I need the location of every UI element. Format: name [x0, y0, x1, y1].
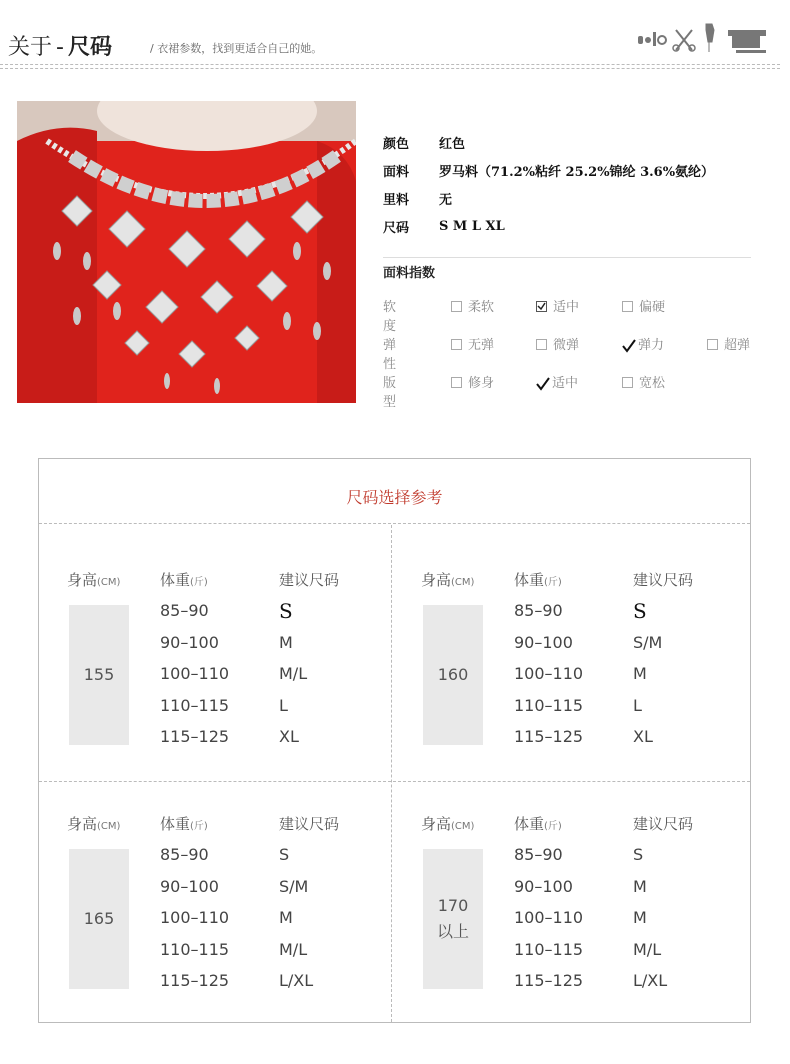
- checkbox-empty-icon: [451, 339, 462, 350]
- size-row: 115–125 L/XL: [160, 971, 314, 991]
- header-height: 身高(CM): [67, 571, 121, 589]
- spec-key: 颜色: [383, 136, 410, 152]
- spec-row-color: [383, 128, 714, 156]
- header-size: 建议尺码: [279, 571, 340, 589]
- size-block-160: [393, 569, 723, 809]
- size-row: 110–115 L: [514, 695, 642, 715]
- size-row: 115–125 L/XL: [514, 971, 668, 991]
- size-block-165: [39, 813, 369, 1053]
- size-rows: [160, 839, 313, 997]
- sewing-machine-icon: [728, 30, 766, 48]
- fabric-row-label: 弹性: [383, 338, 397, 372]
- fabric-row-label: 版型: [383, 376, 397, 410]
- size-row: 100–110 M/L: [160, 664, 308, 684]
- option-loose: [622, 372, 665, 391]
- thread-spool-icon: [638, 36, 643, 44]
- header-height: 身高(CM): [421, 815, 475, 833]
- option-stretch: [622, 334, 664, 353]
- option-label: 宽松: [639, 376, 666, 391]
- size-rows: [160, 595, 307, 753]
- checkbox-empty-icon: [707, 339, 718, 350]
- tailoring-icon-group: [638, 24, 766, 53]
- option-label: 无弹: [468, 338, 495, 353]
- size-block-170: [393, 813, 723, 1053]
- checkbox-empty-icon: [622, 377, 633, 388]
- spec-key: 里料: [383, 192, 410, 208]
- size-row: 100–110 M: [160, 908, 293, 928]
- size-row: 85–90 S: [160, 845, 290, 865]
- product-photo: [17, 101, 356, 403]
- spec-key: 面料: [383, 164, 410, 180]
- size-block-155: [39, 569, 369, 809]
- option-label: 适中: [552, 376, 579, 391]
- spec-value: 无: [439, 192, 453, 208]
- size-table-title: 尺码选择参考: [346, 488, 443, 507]
- title-dash: -: [56, 35, 64, 60]
- size-row: 100–110 M: [514, 908, 647, 928]
- page-title: [8, 30, 112, 61]
- size-row: 110–115 M/L: [160, 939, 308, 959]
- header-weight: 体重(斤): [160, 571, 208, 589]
- option-slim: [451, 372, 494, 391]
- spool-icon: [658, 36, 666, 44]
- size-row: 90–100 S/M: [160, 876, 309, 896]
- fabric-divider: [383, 257, 751, 258]
- header-size: 建议尺码: [279, 815, 340, 833]
- page-subtitle: / 衣裙参数，找到更适合自己的她。: [150, 42, 323, 55]
- table-divider: [39, 523, 750, 524]
- option-label: 微弹: [553, 338, 580, 353]
- header-divider: [0, 64, 780, 65]
- spec-value: 红色: [439, 136, 466, 152]
- header-size: 建议尺码: [633, 571, 694, 589]
- spec-value: S M L XL: [439, 218, 505, 234]
- size-row: 85–90 S: [514, 845, 644, 865]
- checkbox-empty-icon: [622, 301, 633, 312]
- option-soft: [451, 296, 494, 315]
- height-value: 160: [423, 605, 483, 745]
- table-divider-vertical: [391, 525, 392, 1022]
- size-rows: [514, 839, 667, 997]
- option-regular: [536, 372, 578, 391]
- option-label: 偏硬: [639, 300, 666, 315]
- size-row: 115–125 XL: [160, 727, 299, 747]
- header-divider-2: [0, 68, 780, 69]
- option-no-stretch: [451, 334, 494, 353]
- size-row: 90–100 M: [514, 876, 647, 896]
- height-value: 155: [69, 605, 129, 745]
- height-value: 170 以上: [423, 849, 483, 989]
- size-row: 110–115 L: [160, 695, 288, 715]
- spec-key: 尺码: [383, 220, 410, 236]
- needle-icon: [653, 32, 656, 46]
- fabric-index-title: 面料指数: [383, 266, 436, 281]
- option-super-stretch: [707, 334, 750, 353]
- checkbox-checked-icon: [536, 301, 547, 312]
- spec-value: 罗马料（71.2%粘纤 25.2%锦纶 3.6%氨纶）: [439, 164, 715, 180]
- button-icon: [645, 37, 651, 43]
- size-row: 85–90 S: [160, 598, 293, 623]
- title-prefix: 关于: [8, 35, 53, 60]
- option-stiff: [622, 296, 665, 315]
- spec-row-fabric: [383, 156, 714, 184]
- option-slight-stretch: [536, 334, 579, 353]
- size-row: 85–90 S: [514, 598, 647, 623]
- header-height: 身高(CM): [421, 571, 475, 589]
- header-weight: 体重(斤): [514, 571, 562, 589]
- option-medium: [536, 296, 579, 315]
- option-label: 柔软: [468, 300, 495, 315]
- mannequin-icon: [706, 24, 714, 52]
- option-label: 修身: [468, 376, 495, 391]
- header-weight: 体重(斤): [160, 815, 208, 833]
- option-label: 弹力: [638, 338, 665, 353]
- size-rows: [514, 595, 662, 753]
- spec-row-size: [383, 212, 714, 240]
- checkbox-empty-icon: [451, 377, 462, 388]
- size-reference-table: [38, 458, 751, 1023]
- height-value: 165: [69, 849, 129, 989]
- header-height: 身高(CM): [67, 815, 121, 833]
- size-row: 110–115 M/L: [514, 939, 662, 959]
- size-row: 90–100 S/M: [514, 632, 663, 652]
- spec-row-lining: [383, 184, 714, 212]
- header-size: 建议尺码: [633, 815, 694, 833]
- option-label: 适中: [553, 300, 580, 315]
- option-label: 超弹: [724, 338, 751, 353]
- tailoring-icons: [636, 20, 776, 56]
- page-header: [0, 0, 790, 70]
- size-row: 100–110 M: [514, 664, 647, 684]
- size-row: 90–100 M: [160, 632, 293, 652]
- header-weight: 体重(斤): [514, 815, 562, 833]
- spec-list: [383, 128, 714, 240]
- title-main: 尺码: [67, 35, 112, 60]
- checkbox-empty-icon: [451, 301, 462, 312]
- size-row: 115–125 XL: [514, 727, 653, 747]
- checkbox-empty-icon: [536, 339, 547, 350]
- fabric-row-label: 软度: [383, 300, 397, 334]
- checkmark-icon: [536, 377, 550, 391]
- checkmark-icon: [622, 339, 636, 353]
